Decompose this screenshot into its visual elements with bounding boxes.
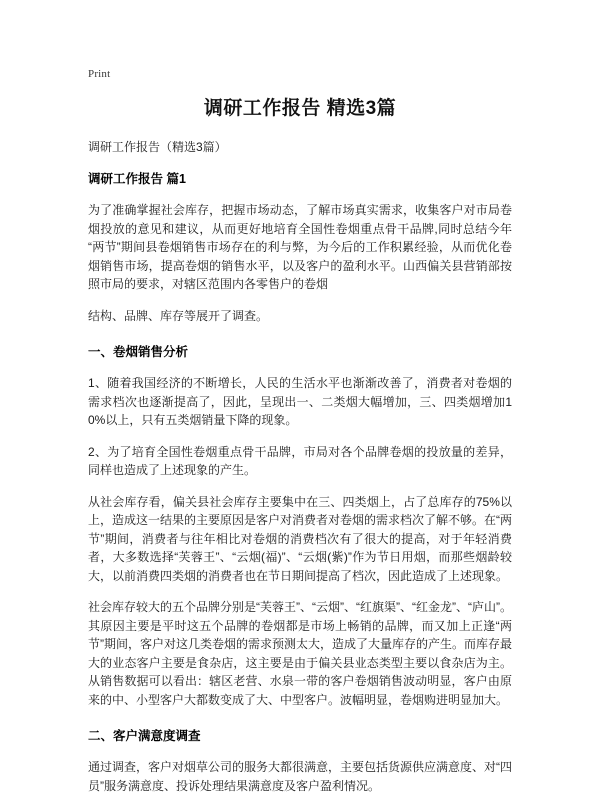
section-heading-2: 二、客户满意度调查 (88, 729, 201, 743)
print-button[interactable]: Print (88, 68, 111, 80)
document-body (88, 96, 512, 795)
section-1-paragraph-3: 从社会库存看，偏关县社会库存主要集中在三、四类烟上，占了总库存的75%以上，造成这一结果的主要原因是客户对消费者对卷烟的需求档次了解不够。在“两节”期间，消费者与往年相比对卷烟的消费档次有了很大的提高，对于年轻消费者，大多数选择“芙蓉王”、“云烟(福)”、“云烟(紫)”作为节日用烟，而那些烟龄较大，以前消费四类烟的消费者也在节日期间提高了档次，因此造成了上述现象。 (88, 494, 512, 583)
page-title: 调研工作报告 精选3篇 (203, 98, 397, 119)
section-heading-1: 一、卷烟销售分析 (88, 345, 189, 359)
intro-paragraph-continued: 结构、品牌、库存等展开了调查。 (88, 308, 269, 323)
intro-paragraph: 为了准确掌握社会库存，把握市场动态，了解市场真实需求，收集客户对市局卷烟投放的意见和建议，从而更好地培育全国性卷烟重点骨干品牌,同时总结今年“两节”期间县卷烟销售市场存在的利与弊，为今后的工作积累经验，从而优化卷烟销售市场，提高卷烟的销售水平，以及客户的盈利水平。山西偏关县营销部按照市局的要求，对辖区范围内各零售户的卷烟 (88, 203, 512, 291)
section-1-paragraph-1: 1、随着我国经济的不断增长，人民的生活水平也渐渐改善了，消费者对卷烟的需求档次也逐渐提高了，因此，呈现出一、二类烟大幅增加，三、四类烟增加10%以上，只有五类烟销量下降的现象。 (88, 376, 512, 427)
section-1-paragraph-2: 2、为了培育全国性卷烟重点骨干品牌，市局对各个品牌卷烟的投放量的差异，同样也造成了上述现象的产生。 (88, 444, 512, 477)
section-1-paragraph-4: 社会库存较大的五个品牌分别是“芙蓉王”、“云烟”、“红旗渠”、“红金龙”、“庐山”。其原因主要是平时这五个品牌的卷烟都是市场上畅销的品牌，而又加上正逢“两节”期间，客户对这几类卷烟的需求预测太大，造成了大量库存的产生。而库存最大的业态客户主要是食杂店，这主要是由于偏关县业态类型主要以食杂店为主。从销售数据可以看出：辖区老营、水泉一带的客户卷烟销售波动明显，客户由原来的中、小型客户大都数变成了大、中型客户。波幅明显，卷烟购进明显加大。 (88, 600, 512, 707)
document-sub-heading: 调研工作报告 篇1 (88, 172, 186, 186)
section-2-paragraph-1: 通过调查，客户对烟草公司的服务大都很满意，主要包括货源供应满意度、对“四员”服务满意度、投诉处理结果满意度及客户盈利情况。 (88, 760, 512, 793)
document-subtitle: 调研工作报告（精选3篇） (88, 140, 227, 154)
